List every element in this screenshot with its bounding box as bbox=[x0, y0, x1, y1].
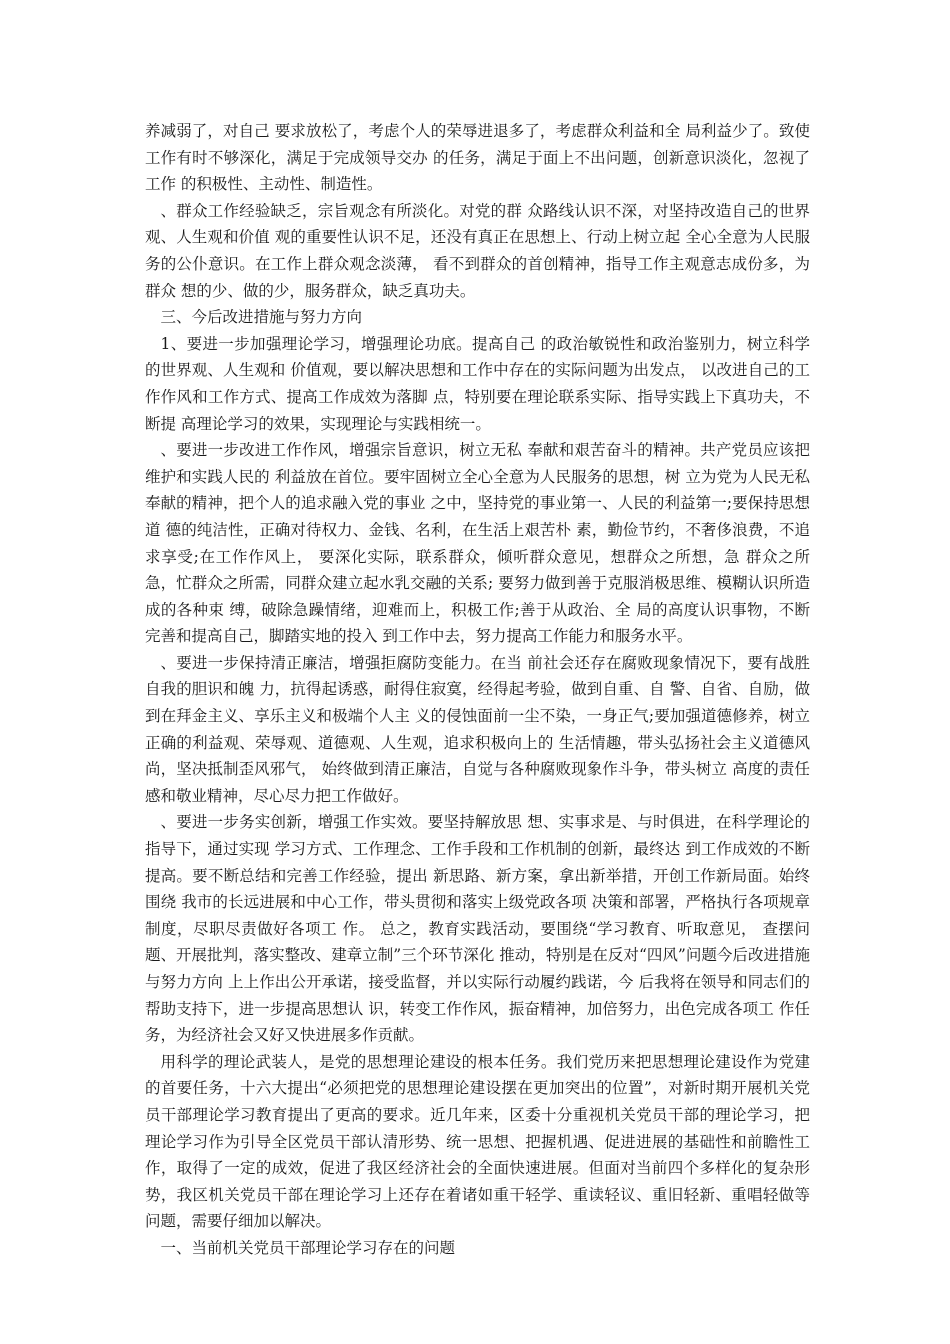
paragraph-measure-2: 、要进一步改进工作作风，增强宗旨意识，树立无私 奉献和艰苦奋斗的精神。共产党员应该把维护和实践人民的 利益放在首位。要牢固树立全心全意为人民服务的思想，树 立为党为人民无私奉献的精神，把个人的追求融入党的事业 之中，坚持党的事业第一、人民的利益第一;要保持思想道 德的纯洁性，正确对待权力、金钱、名利，在生活上艰苦朴 素，勤俭节约，不奢侈浪费，不追求享受;在工作作风上， 要深化实际，联系群众，倾听群众意见，想群众之所想，急 群众之所急，忙群众之所需，同群众建立起水乳交融的关系; 要努力做到善于克服消极思维、模糊认识所造成的各种束 缚，破除急躁情绪，迎难而上，积极工作;善于从政治、全 局的高度认识事物，不断完善和提高自己，脚踏实地的投入 到工作中去，努力提高工作能力和服务水平。 bbox=[145, 441, 810, 646]
paragraph-1: 养减弱了，对自己 要求放松了，考虑个人的荣辱进退多了，考虑群众利益和全 局利益少了。致使工作有时不够深化，满足于完成领导交办 的任务，满足于面上不出问题，创新意识淡化，忽视了工作 的积极性、主动性、制造性。 bbox=[145, 122, 810, 194]
paragraph-measure-1: 1、要进一步加强理论学习，增强理论功底。提高自己 的政治敏锐性和政治鉴别力，树立科学的世界观、人生观和 价值观，要以解决思想和工作中存在的实际问题为出发点， 以改进自己的工作作风和工作方式、提高工作成效为落脚 点，特别要在理论联系实际、指导实践上下真功夫，不断提 高理论学习的效果，实现理论与实践相统一。 bbox=[145, 334, 810, 433]
paragraph-measure-4: 、要进一步务实创新，增强工作实效。要坚持解放思 想、实事求是、与时俱进，在科学理论的指导下，通过实现 学习方式、工作理念、工作手段和工作机制的创新，最终达 到工作成效的不断提高。要不断总结和完善工作经验，提出 新思路、新方案，拿出新举措，开创工作新局面。始终围绕 我市的长远进展和中心工作，带头贯彻和落实上级党政各项 决策和部署，严格执行各项规章制度，尽职尽责做好各项工 作。 总之，教育实践活动，要围绕“学习教育、听取意见， 查摆问题、开展批判，落实整改、建章立制”三个环节深化 推动，特别是在反对“四风”问题今后改进措施与努力方向 上上作出公开承诺，接受监督，并以实际行动履约践诺，今 后我将在领导和同志们的帮助支持下，进一步提高思想认 识，转变工作作风，振奋精神，加倍努力，出色完成各项工 作任务，为经济社会又好又快进展多作贡献。 bbox=[145, 813, 810, 1045]
section-heading-1: 一、当前机关党员干部理论学习存在的问题 bbox=[160, 1238, 456, 1257]
paragraph-measure-3: 、要进一步保持清正廉洁，增强拒腐防变能力。在当 前社会还存在腐败现象情况下，要有战胜自我的胆识和魄 力，抗得起诱惑，耐得住寂寞，经得起考验，做到自重、自 警、自省、自励，做到在拜金主义、享乐主义和极端个人主 义的侵蚀面前一尘不染，一身正气;要加强道德修养，树立 正确的利益观、荣辱观、道德观、人生观，追求积极向上的 生活情趣，带头弘扬社会主义道德风尚，坚决抵制歪风邪气， 始终做到清正廉洁，自觉与各种腐败现象作斗争，带头树立 高度的责任感和敬业精神，尽心尽力把工作做好。 bbox=[145, 653, 810, 805]
paragraph-theory: 用科学的理论武装人，是党的思想理论建设的根本任务。我们党历来把思想理论建设作为党建的首要任务，十六大提出“必须把党的思想理论建设摆在更加突出的位置”，对新时期开展机关党员干部理论学习教育提出了更高的要求。近几年来，区委十分重视机关党员干部的理论学习，把理论学习作为引导全区党员干部认清形势、统一思想、把握机遇、促进进展的基础性和前瞻性工作，取得了一定的成效，促进了我区经济社会的全面快速进展。但面对当前四个多样化的复杂形势，我区机关党员干部在理论学习上还存在着诸如重干轻学、重读轻议、重旧轻新、重唱轻做等问题，需要仔细加以解决。 bbox=[145, 1052, 810, 1231]
paragraph-2: 、群众工作经验缺乏，宗旨观念有所淡化。对党的群 众路线认识不深，对坚持改造自己的世界观、人生观和价值 观的重要性认识不足，还没有真正在思想上、行动上树立起 全心全意为人民服务的公仆意识。在工作上群众观念淡薄， 看不到群众的首创精神，指导工作主观意志成份多，为群众 想的少、做的少，服务群众，缺乏真功夫。 bbox=[145, 201, 810, 300]
section-heading-3: 三、今后改进措施与努力方向 bbox=[160, 308, 363, 327]
document-body bbox=[145, 118, 810, 1262]
